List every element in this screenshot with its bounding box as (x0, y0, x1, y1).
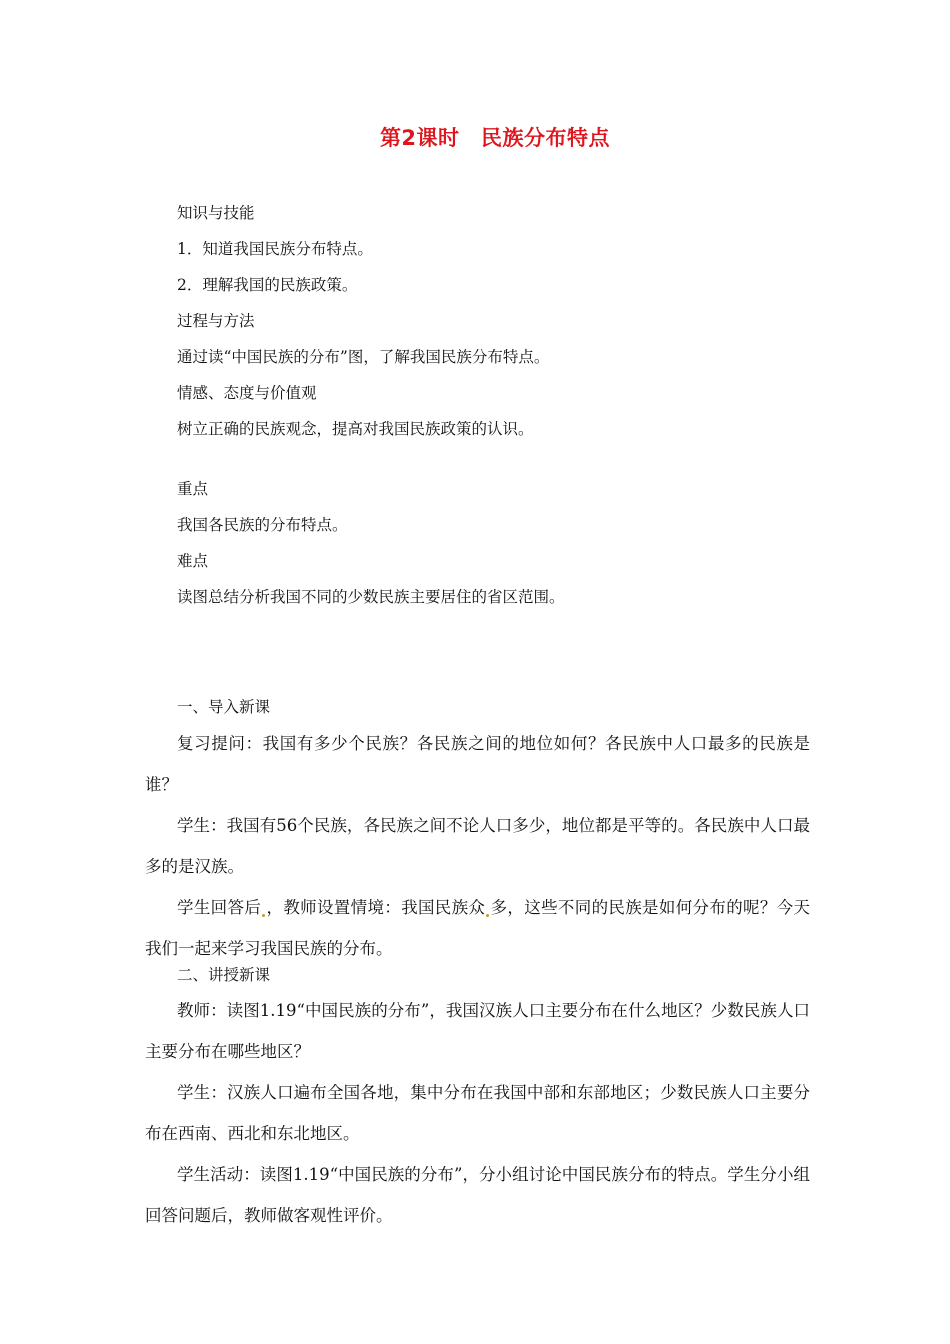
section-heading-intro: 一、导入新课 (177, 698, 271, 716)
scenario-text-c: 多，这些不同的民族是如何分布的呢？今天我们一起来学习我国民族的分布。 (145, 898, 811, 958)
dot-mark (262, 914, 265, 917)
knowledge-item-2: 2．理解我国的民族政策。 (177, 276, 358, 294)
key-point-heading: 重点 (177, 480, 209, 498)
difficult-point-text: 读图总结分析我国不同的少数民族主要居住的省区范围。 (177, 588, 565, 606)
process-text: 通过读“中国民族的分布”图，了解我国民族分布特点。 (177, 348, 550, 366)
paragraph-teacher-question: 教师：读图1.19“中国民族的分布”，我国汉族人口主要分布在什么地区？少数民族人口主要分布在哪些地区？ (145, 1001, 810, 1061)
page-title: 第2课时 民族分布特点 (379, 126, 611, 150)
paragraph-student-answer: 学生：我国有56个民族，各民族之间不论人口多少，地位都是平等的。各民族中人口最多的是汉族。 (145, 816, 810, 876)
process-heading: 过程与方法 (177, 312, 255, 330)
paragraph-review-question: 复习提问：我国有多少个民族？各民族之间的地位如何？各民族中人口最多的民族是谁？ (145, 734, 810, 794)
emotion-text: 树立正确的民族观念，提高对我国民族政策的认识。 (177, 420, 534, 438)
dot-mark (486, 914, 489, 917)
paragraph-student-activity: 学生活动：读图1.19“中国民族的分布”，分小组讨论中国民族分布的特点。学生分小组回答问题后，教师做客观性评价。 (145, 1165, 810, 1225)
knowledge-heading: 知识与技能 (177, 204, 255, 222)
emotion-heading: 情感、态度与价值观 (177, 384, 317, 402)
key-point-text: 我国各民族的分布特点。 (177, 516, 348, 534)
section-heading-new-lesson: 二、讲授新课 (177, 966, 271, 984)
difficult-point-heading: 难点 (177, 552, 209, 570)
knowledge-item-1: 1．知道我国民族分布特点。 (177, 240, 373, 258)
scenario-text-b: ，教师设置情境：我国民族众 (266, 898, 486, 917)
paragraph-teacher-scenario (145, 887, 810, 969)
paragraph-student-distribution: 学生：汉族人口遍布全国各地，集中分布在我国中部和东部地区；少数民族人口主要分布在西南、西北和东北地区。 (145, 1083, 810, 1143)
scenario-text-a: 学生回答后 (177, 898, 262, 917)
